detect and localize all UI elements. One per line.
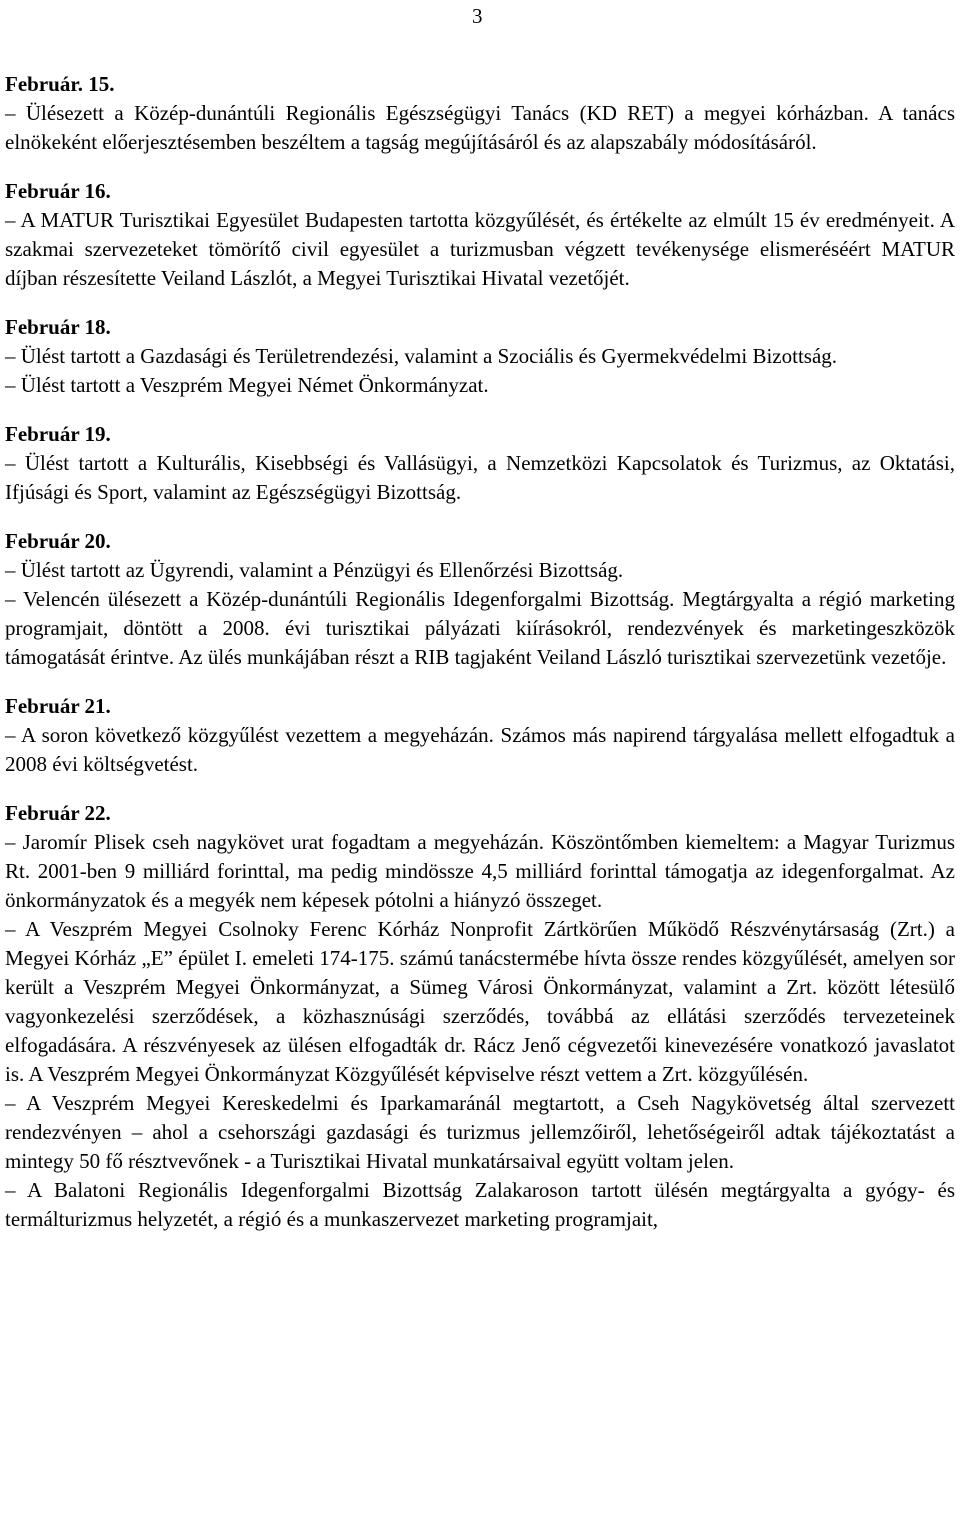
entry-paragraph: – A MATUR Turisztikai Egyesület Budapesten tartotta közgyűlését, és értékelte az elmúlt 15 év eredményeit. A szakmai szervezeteket tömörítő civil egyesület a turizmusban végzett tevékenysége elismeréséért MATUR díjban részesítette Veiland Lászlót, a Megyei Turisztikai Hivatal vezetőjét.: [5, 208, 955, 290]
entry-date: Február 21.: [5, 694, 111, 718]
entry-paragraph: – Jaromír Plisek cseh nagykövet urat fogadtam a megyeházán. Köszöntőmben kiemeltem: a Magyar Turizmus Rt. 2001-ben 9 milliárd forinttal, ma pedig mindössze 4,5 milliárd forinttal támogatja az idegenforgalmat. Az önkormányzatok és a megyék nem képesek pótolni a hiányzó összeget.: [5, 830, 955, 912]
entry-date: Február 18.: [5, 315, 111, 339]
entry-paragraph: – Ülést tartott az Ügyrendi, valamint a Pénzügyi és Ellenőrzési Bizottság.: [5, 558, 624, 582]
entry-paragraph: – Ülést tartott a Veszprém Megyei Német Önkormányzat.: [5, 373, 489, 397]
diary-entry: [5, 692, 955, 779]
entry-paragraph: – Ülésezett a Közép-dunántúli Regionális Egészségügyi Tanács (KD RET) a megyei kórházban. A tanács elnökeként előerjesztésemben beszéltem a tagság megújításáról és az alapszabály módosításáról.: [5, 101, 955, 154]
entry-paragraph: – A Balatoni Regionális Idegenforgalmi Bizottság Zalakaroson tartott ülésén megtárgyalta a gyógy- és termálturizmus helyzetét, a régió és a munkaszervezet marketing programjait,: [5, 1178, 955, 1231]
diary-entry: [5, 70, 955, 157]
entry-date: Február. 15.: [5, 72, 115, 96]
entry-date: Február 20.: [5, 529, 111, 553]
diary-entry: [5, 420, 955, 507]
entry-paragraph: – Velencén ülésezett a Közép-dunántúli Regionális Idegenforgalmi Bizottság. Megtárgyalta a régió marketing programjait, döntött a 2008. évi turisztikai pályázati kiírásokról, rendezvények és marketingeszközök támogatását érintve. Az ülés munkájában részt a RIB tagjaként Veiland László turisztikai szervezetünk vezetője.: [5, 587, 955, 669]
entry-date: Február 22.: [5, 801, 111, 825]
entry-paragraph: – A soron következő közgyűlést vezettem a megyeházán. Számos más napirend tárgyalása mellett elfogadtuk a 2008 évi költségvetést.: [5, 723, 955, 776]
entry-date: Február 16.: [5, 179, 111, 203]
entry-paragraph: – Ülést tartott a Kulturális, Kisebbségi és Vallásügyi, a Nemzetközi Kapcsolatok és Turizmus, az Oktatási, Ifjúsági és Sport, valamint az Egészségügyi Bizottság.: [5, 451, 955, 504]
diary-entry: [5, 313, 955, 400]
entry-paragraph: – Ülést tartott a Gazdasági és Területrendezési, valamint a Szociális és Gyermekvédelmi Bizottság.: [5, 344, 838, 368]
page-number: 3: [472, 4, 483, 28]
diary-entry: [5, 177, 955, 293]
diary-entry: [5, 527, 955, 672]
document-body: [5, 70, 955, 1254]
entry-paragraph: – A Veszprém Megyei Csolnoky Ferenc Kórház Nonprofit Zártkörűen Működő Részvénytársaság (Zrt.) a Megyei Kórház „E” épület I. emeleti 174-175. számú tanácstermébe hívta össze rendes közgyűlését, amelyen sor került a Veszprém Megyei Önkormányzat, a Sümeg Városi Önkormányzat, valamint a Zrt. között létesülő vagyonkezelési szerződések, a közhasznúsági szerződés, továbbá az ellátási szerződés tervezeteinek elfogadására. A részvényesek az ülésen elfogadták dr. Rácz Jenő cégvezetői kinevezésére vonatkozó javaslatot is. A Veszprém Megyei Önkormányzat Közgyűlését képviselve részt vettem a Zrt. közgyűlésén.: [5, 917, 955, 1086]
entry-paragraph: – A Veszprém Megyei Kereskedelmi és Iparkamaránál megtartott, a Cseh Nagykövetség által szervezett rendezvényen – ahol a csehországi gazdasági és turizmus jellemzőiről, lehetőségeiről adtak tájékoztatást a mintegy 50 fő résztvevőnek - a Turisztikai Hivatal munkatársaival együtt voltam jelen.: [5, 1091, 955, 1173]
diary-entry: [5, 799, 955, 1234]
entry-date: Február 19.: [5, 422, 111, 446]
